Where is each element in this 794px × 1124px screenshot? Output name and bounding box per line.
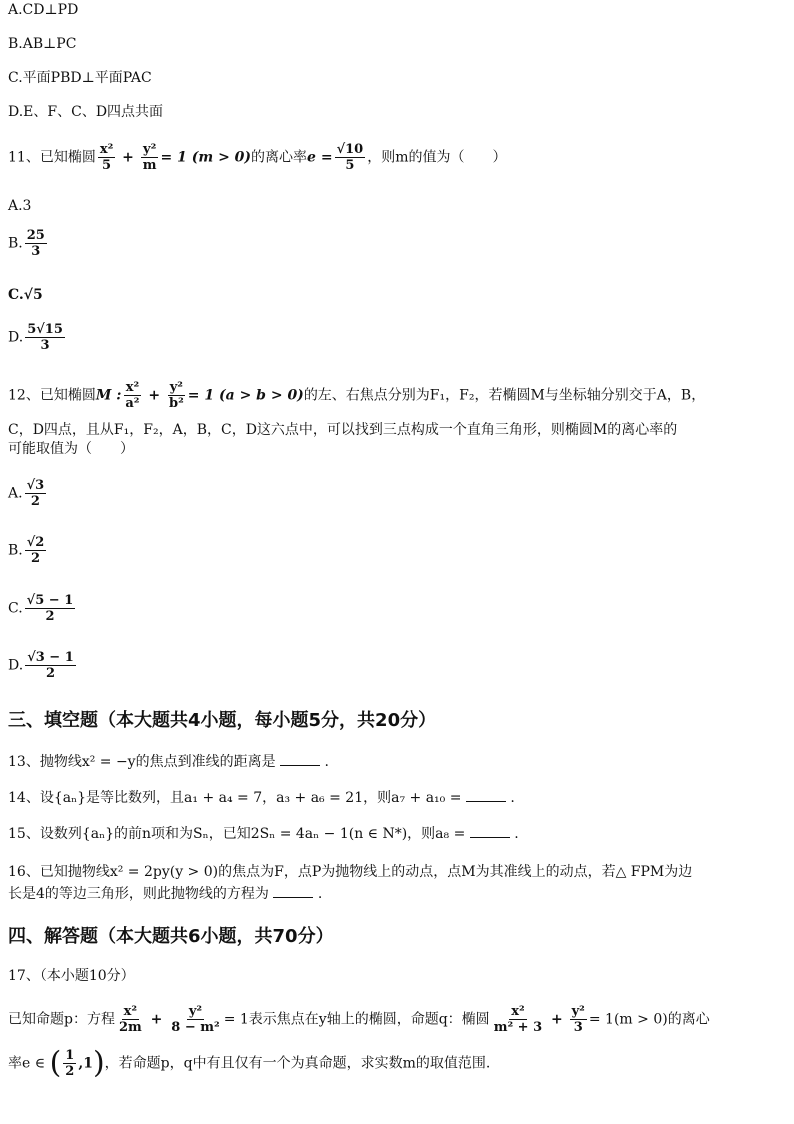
q12-stem-line1: 12、已知椭圆M : $\frac{\text{x²}}{\text{a²}}$ + $\frac{\text{y²}}{\text{b²}}$ = 1 (a > b > 0)的左、右焦点分别为F₁，F₂，若椭圆M与坐标轴分别交于A，B， [8, 380, 706, 411]
q12-stem-line3: 可能取值为（ ） [8, 441, 134, 457]
q12-option-a: A. $\frac{√3}{2}$ [8, 478, 45, 509]
q11-frac-x: $\frac{\text{x²}}{5}$ [99, 142, 114, 173]
q11-option-a: A.3 [8, 198, 32, 214]
q14: 14、设{aₙ}是等比数列，且a₁ + a₄ = 7，a₃ + a₆ = 21，则a₇ + a₁₀ = . [8, 790, 515, 806]
q11-frac-e: $\frac{√10}{5}$ [336, 142, 364, 173]
q12-option-c: C. $\frac{√5 - 1}{2}$ [8, 593, 74, 624]
q11-prefix: 11、已知椭圆 [8, 149, 96, 166]
q11-option-d: D. $\frac{5√15}{3}$ [8, 322, 63, 353]
q15: 15、设数列{aₙ}的前n项和为Sₙ，已知2Sₙ = 4aₙ − 1(n ∈ N*)，则a₈ = . [8, 826, 519, 842]
q16-line1: 16、已知抛物线x² = 2py(y > 0)的焦点为F，点P为抛物线上的动点，点M为其准线上的动点，若△ FPM为边 [8, 864, 693, 880]
q10-option-d: D.E、F、C、D四点共面 [8, 104, 164, 120]
q11-option-b: B. $\frac{25}{3}$ [8, 228, 45, 259]
q12-option-d: D. $\frac{√3 - 1}{2}$ [8, 650, 74, 681]
q11-frac-y: $\frac{\text{y²}}{m}$ [142, 142, 157, 173]
q11-eq: = 1 (m > 0) [160, 149, 252, 166]
q17-line1: 已知命题p：方程 $\frac{\text{x²}}{2m}$ + $\frac{\text{y²}}{\text{8 − m²}}$ = 1表示焦点在y轴上的椭圆，命题q：椭圆 $\frac{\text{x²}}{\text{m² + 3}}$ + $\frac{\text{y²}}{3}$ = 1(m > 0)的离心 [8, 1004, 710, 1035]
q12-stem-line2: C，D四点，且从F₁，F₂，A，B，C，D这六点中，可以找到三点构成一个直角三角形，则椭圆M的离心率的 [8, 422, 678, 438]
answer-blank [466, 789, 506, 802]
section-3-heading: 三、填空题（本大题共4小题，每小题5分，共20分） [8, 710, 437, 731]
q11-option-c: C.√5 [8, 287, 43, 303]
q11-stem: 11、已知椭圆 $\frac{\text{x²}}{5}$ + $\frac{\text{y²}}{m}$ = 1 (m > 0)的离心率e = $\frac{√10}{5}$ ，则m的值为（ ） [8, 142, 507, 173]
answer-blank [470, 825, 510, 838]
answer-blank [280, 753, 320, 766]
q12-option-b: B. $\frac{√2}{2}$ [8, 535, 45, 566]
q13: 13、抛物线x² = −y的焦点到准线的距离是 . [8, 754, 329, 770]
q10-option-c: C.平面PBD⊥平面PAC [8, 70, 152, 86]
answer-blank [273, 885, 313, 898]
q10-option-a: A.CD⊥PD [8, 2, 79, 18]
q10-option-b: B.AB⊥PC [8, 36, 77, 52]
q17-line2: 率e ∈ ( $\frac{1}{2}$ ,1)，若命题p，q中有且仅有一个为真命题，求实数m的取值范围. [8, 1045, 491, 1081]
q17-header: 17、（本小题10分） [8, 968, 135, 984]
q16-line2: 长是4的等边三角形，则此抛物线的方程为 . [8, 886, 323, 902]
section-4-heading: 四、解答题（本大题共6小题，共70分） [8, 926, 334, 947]
